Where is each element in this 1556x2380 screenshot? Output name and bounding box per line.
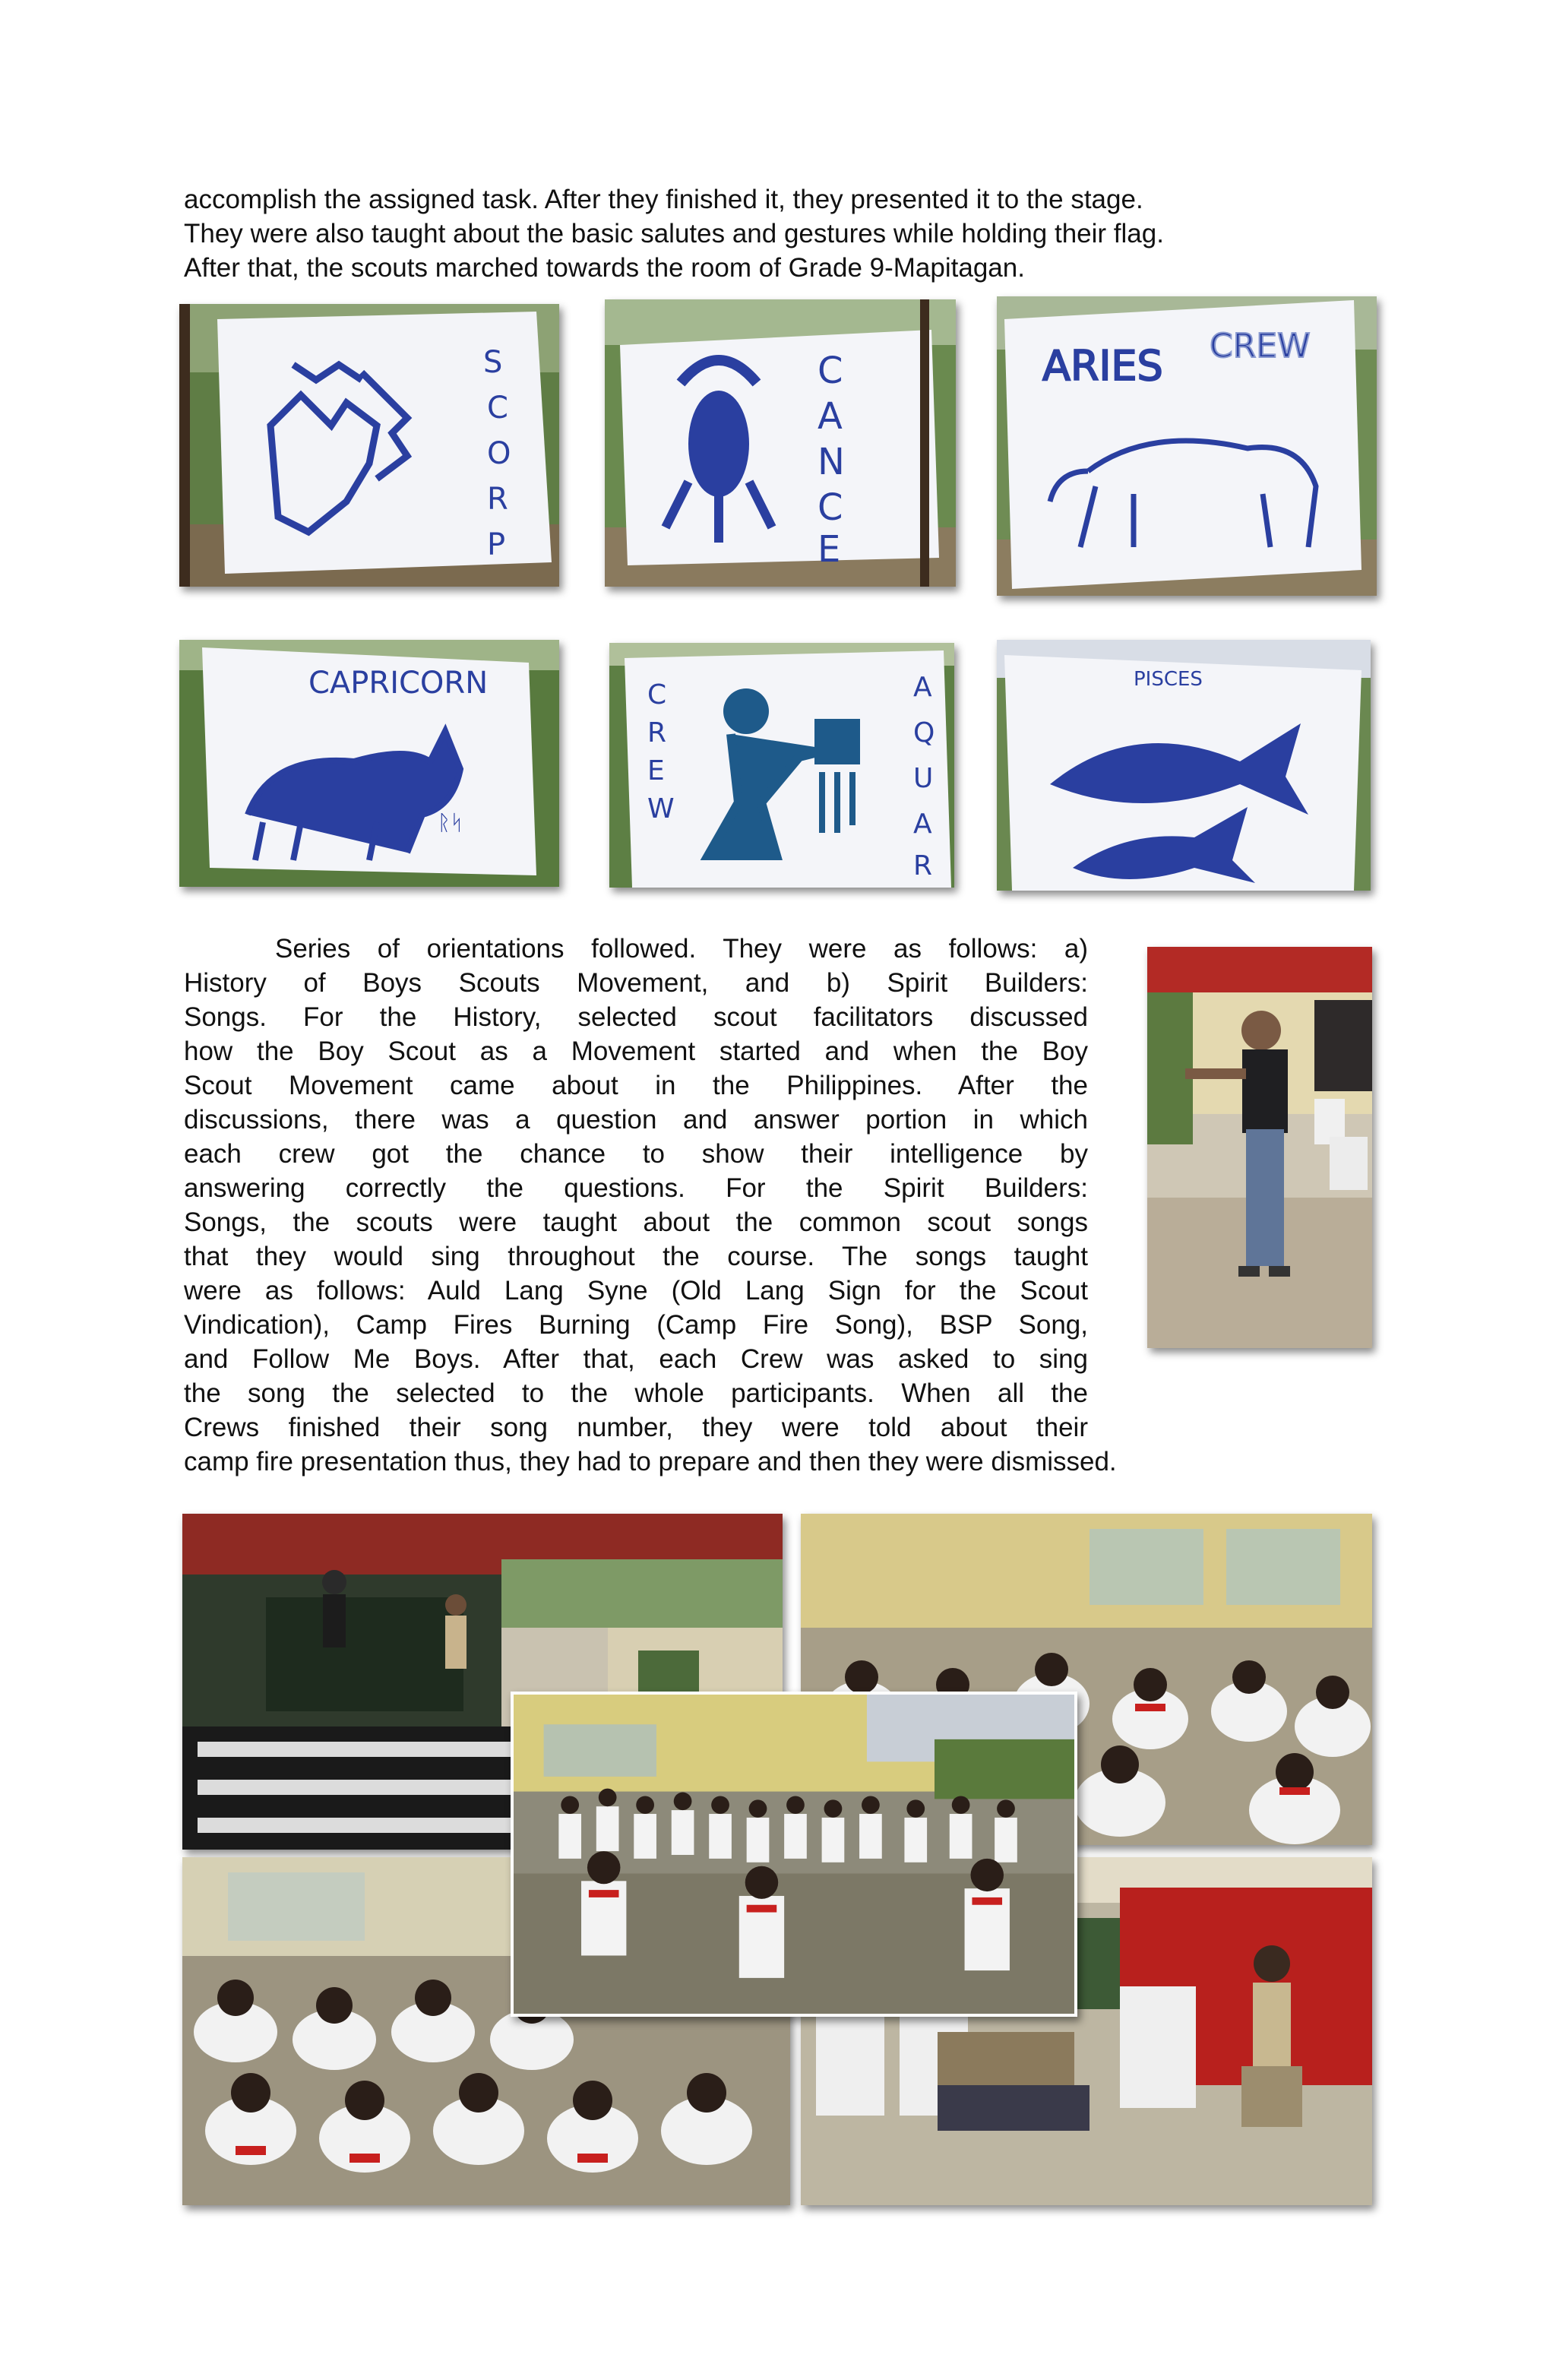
- svg-text:E: E: [647, 755, 665, 786]
- intro-line: They were also taught about the basic salutes and gestures while holding their flag.: [184, 219, 1164, 248]
- closing-text: camp fire presentation thus, they had to prepare and then they were dismissed.: [184, 1447, 1117, 1476]
- orientation-line: History of Boys Scouts Movement, and b) Spirit Builders:: [184, 968, 1088, 998]
- orientation-line: how the Boy Scout as a Movement started and when the Boy: [184, 1037, 1088, 1066]
- svg-text:A: A: [913, 809, 932, 840]
- intro-paragraph: [184, 182, 1369, 285]
- orientation-paragraph: [184, 932, 1088, 1445]
- orientation-line: that they would sing throughout the course. The songs taught: [184, 1242, 1088, 1271]
- svg-text:C: C: [487, 391, 508, 426]
- orientation-line: Songs, the scouts were taught about the common scout songs: [184, 1207, 1088, 1237]
- svg-text:R: R: [647, 717, 667, 748]
- svg-text:C: C: [818, 486, 843, 529]
- orientation-line: were as follows: Auld Lang Syne (Old Lang Sign for the Scout: [184, 1276, 1088, 1306]
- intro-line: accomplish the assigned task. After they finished it, they presented it to the stage.: [184, 185, 1143, 214]
- svg-text:R: R: [487, 482, 508, 517]
- svg-text:A: A: [913, 672, 932, 703]
- orientation-line: discussions, there was a question and answer portion in which: [184, 1105, 1088, 1135]
- svg-text:C: C: [647, 679, 667, 711]
- svg-text:ARIES: ARIES: [1042, 342, 1163, 390]
- facilitator-photo: [1147, 947, 1372, 1348]
- aquarius-flag-photo: [609, 643, 954, 888]
- orientation-line: Crews finished their song number, they were told about their: [184, 1413, 1088, 1442]
- pisces-flag-photo: [997, 640, 1371, 891]
- svg-text:N: N: [818, 441, 845, 483]
- svg-text:U: U: [913, 763, 934, 794]
- svg-text:ᚱᛋ: ᚱᛋ: [438, 810, 463, 835]
- svg-text:O: O: [487, 436, 511, 471]
- intro-line: After that, the scouts marched towards the room of Grade 9-Mapitagan.: [184, 253, 1025, 283]
- orientation-line: Vindication), Camp Fires Burning (Camp Fire Song), BSP Song,: [184, 1310, 1088, 1340]
- cancer-flag-photo: [605, 299, 956, 587]
- svg-text:P: P: [487, 527, 506, 562]
- marching-scouts-photo: [511, 1692, 1077, 2017]
- scorpio-flag-photo: [179, 304, 559, 587]
- svg-text:E: E: [818, 528, 841, 571]
- orientation-line: Series of orientations followed. They were as follows: a): [275, 934, 1088, 964]
- svg-text:R: R: [913, 850, 933, 881]
- svg-text:Q: Q: [913, 717, 935, 748]
- aries-flag-photo: [997, 296, 1377, 596]
- orientation-line: answering correctly the questions. For the Spirit Builders:: [184, 1173, 1088, 1203]
- orientation-line: Songs. For the History, selected scout facilitators discussed: [184, 1002, 1088, 1032]
- svg-text:W: W: [647, 793, 675, 824]
- closing-line: [184, 1445, 1369, 1479]
- capricorn-flag-photo: [179, 640, 559, 887]
- orientation-line: and Follow Me Boys. After that, each Crew was asked to sing: [184, 1344, 1088, 1374]
- svg-text:C: C: [818, 350, 843, 392]
- svg-text:A: A: [818, 395, 843, 438]
- svg-text:PISCES: PISCES: [1134, 668, 1203, 691]
- svg-text:CAPRICORN: CAPRICORN: [308, 666, 489, 701]
- svg-text:CREW: CREW: [1210, 327, 1311, 366]
- orientation-line: the song the selected to the whole participants. When all the: [184, 1378, 1088, 1408]
- orientation-line: each crew got the chance to show their intelligence by: [184, 1139, 1088, 1169]
- orientation-line: Scout Movement came about in the Philippines. After the: [184, 1071, 1088, 1100]
- svg-text:S: S: [483, 345, 503, 380]
